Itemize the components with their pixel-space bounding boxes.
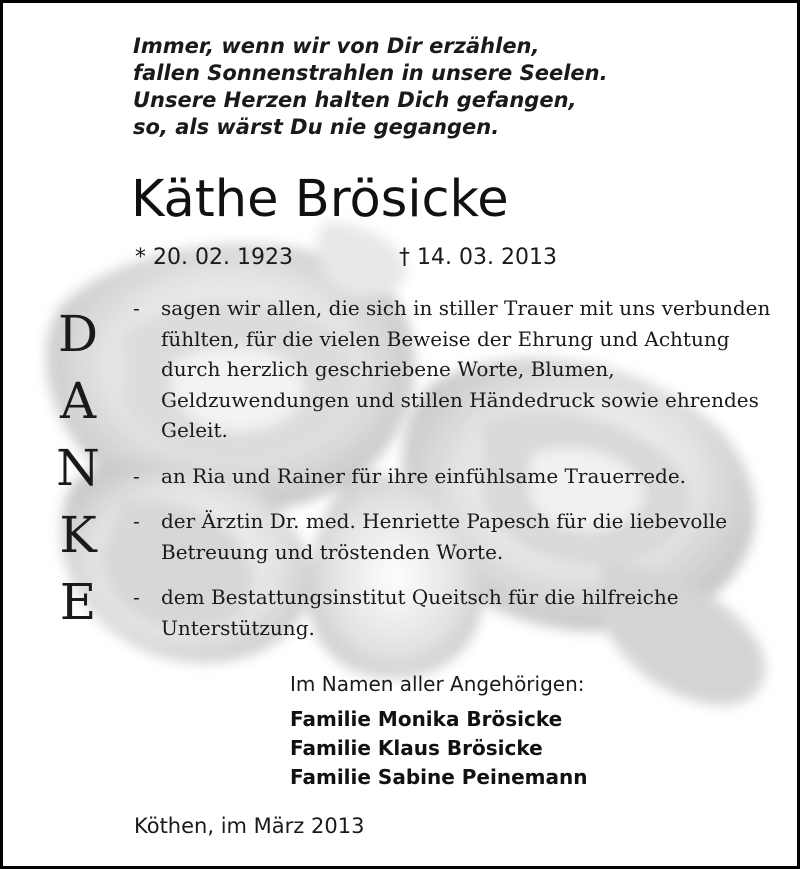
poem-line: Unsere Herzen halten Dich gefangen, [133,88,577,112]
poem-verse [133,33,608,141]
family-name: Familie Klaus Brösicke [290,736,543,760]
list-dash: - [133,509,140,533]
thanks-item [133,506,773,567]
thanks-text: sagen wir allen, die sich in stiller Trauer mit uns verbunden fühlten, für die vielen Beweise der Ehrung und Achtung durch herzlich geschriebene Worte, Blumen, Geldzuwendungen und stillen Händedruck sowie ehrendes Geleit. [161,296,771,442]
danke-letter: D [57,305,99,363]
thanks-item [133,461,773,492]
family-name: Familie Monika Brösicke [290,707,563,731]
deceased-name: Käthe Brösicke [131,170,509,229]
poem-line: fallen Sonnenstrahlen in unsere Seelen. [133,61,608,85]
danke-letter: E [59,573,97,631]
birth-date: * 20. 02. 1923 [135,245,293,270]
poem-line: so, als wärst Du nie gegangen. [133,115,500,139]
thanks-text: an Ria und Rainer für ihre einfühlsame Trauerrede. [161,463,687,488]
danke-letter: K [59,506,97,564]
danke-letter: A [59,372,97,430]
list-dash: - [133,296,140,320]
danke-letter: N [56,439,100,497]
thanks-item [133,582,773,643]
place-and-date: Köthen, im März 2013 [134,814,365,838]
family-name: Familie Sabine Peinemann [290,765,588,789]
list-dash: - [133,585,140,609]
list-dash: - [133,463,140,488]
thanks-text: dem Bestattungsinstitut Queitsch für die hilfreiche Unterstützung. [161,585,679,640]
danke-vertical-word [47,301,109,636]
thanks-list [133,293,773,658]
family-signatures [290,705,587,792]
thanks-item [133,293,773,446]
poem-line: Immer, wenn wir von Dir erzählen, [133,34,540,58]
death-date: † 14. 03. 2013 [399,245,557,270]
thanks-text: der Ärztin Dr. med. Henriette Papesch für die liebevolle Betreuung und tröstenden Worte. [161,509,728,564]
signoff-line: Im Namen aller Angehörigen: [290,672,585,696]
